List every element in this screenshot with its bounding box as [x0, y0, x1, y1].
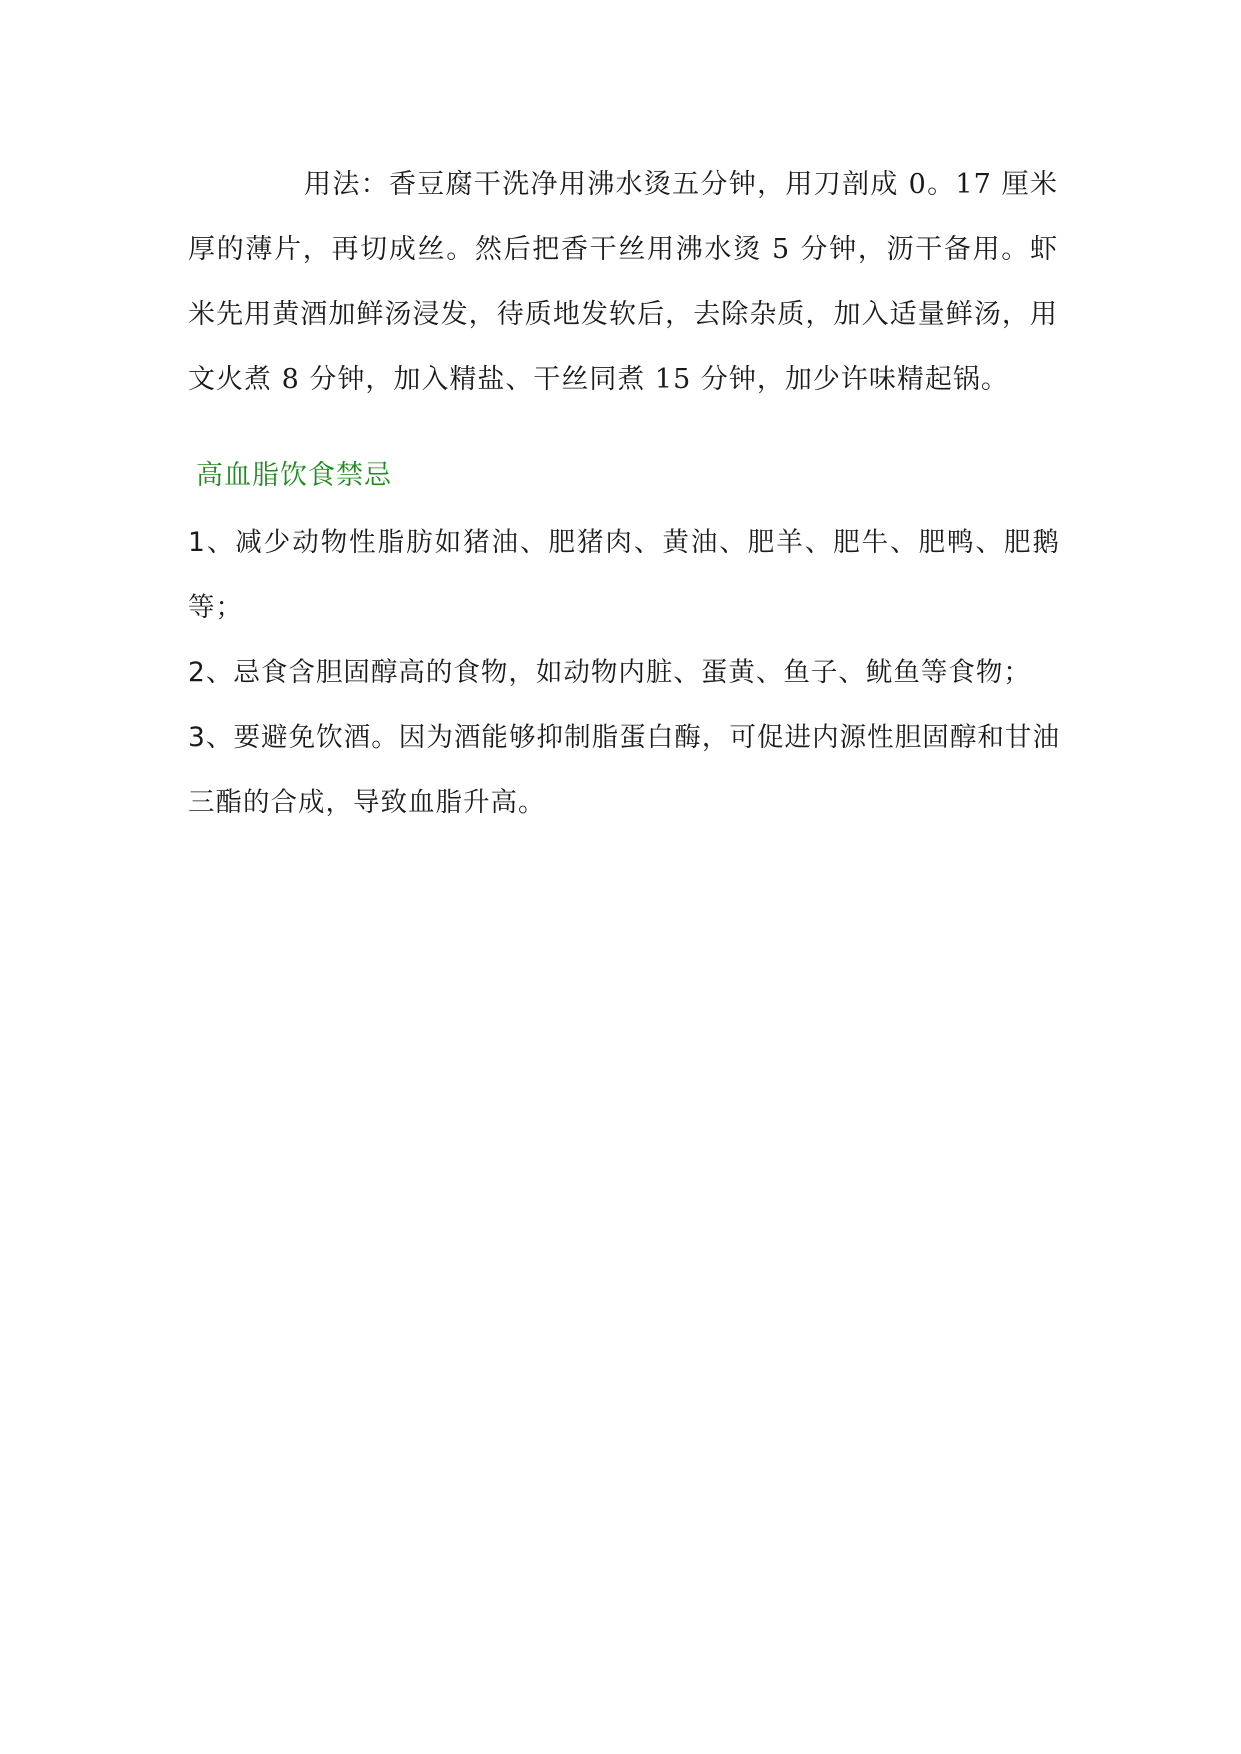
- list-item: 2、忌食含胆固醇高的食物，如动物内脏、蛋黄、鱼子、鱿鱼等食物；: [188, 657, 1031, 688]
- list-item: 1、减少动物性脂肪如猪油、肥猪肉、黄油、肥羊、肥牛、肥鸭、肥鹅等；: [188, 527, 1060, 623]
- diet-taboo-list: [188, 510, 1060, 835]
- section-heading: 高血脂饮食禁忌: [196, 460, 392, 491]
- list-item: 3、要避免饮酒。因为酒能够抑制脂蛋白酶，可促进内源性胆固醇和甘油三酯的合成，导致血脂升高。: [188, 722, 1060, 818]
- usage-paragraph: 用法：香豆腐干洗净用沸水烫五分钟，用刀剖成 0。17 厘米厚的薄片，再切成丝。然后把香干丝用沸水烫 5 分钟，沥干备用。虾米先用黄酒加鲜汤浸发，待质地发软后，去除杂质，加入适量鲜汤，用文火煮 8 分钟，加入精盐、干丝同煮 15 分钟，加少许味精起锅。: [188, 169, 1058, 395]
